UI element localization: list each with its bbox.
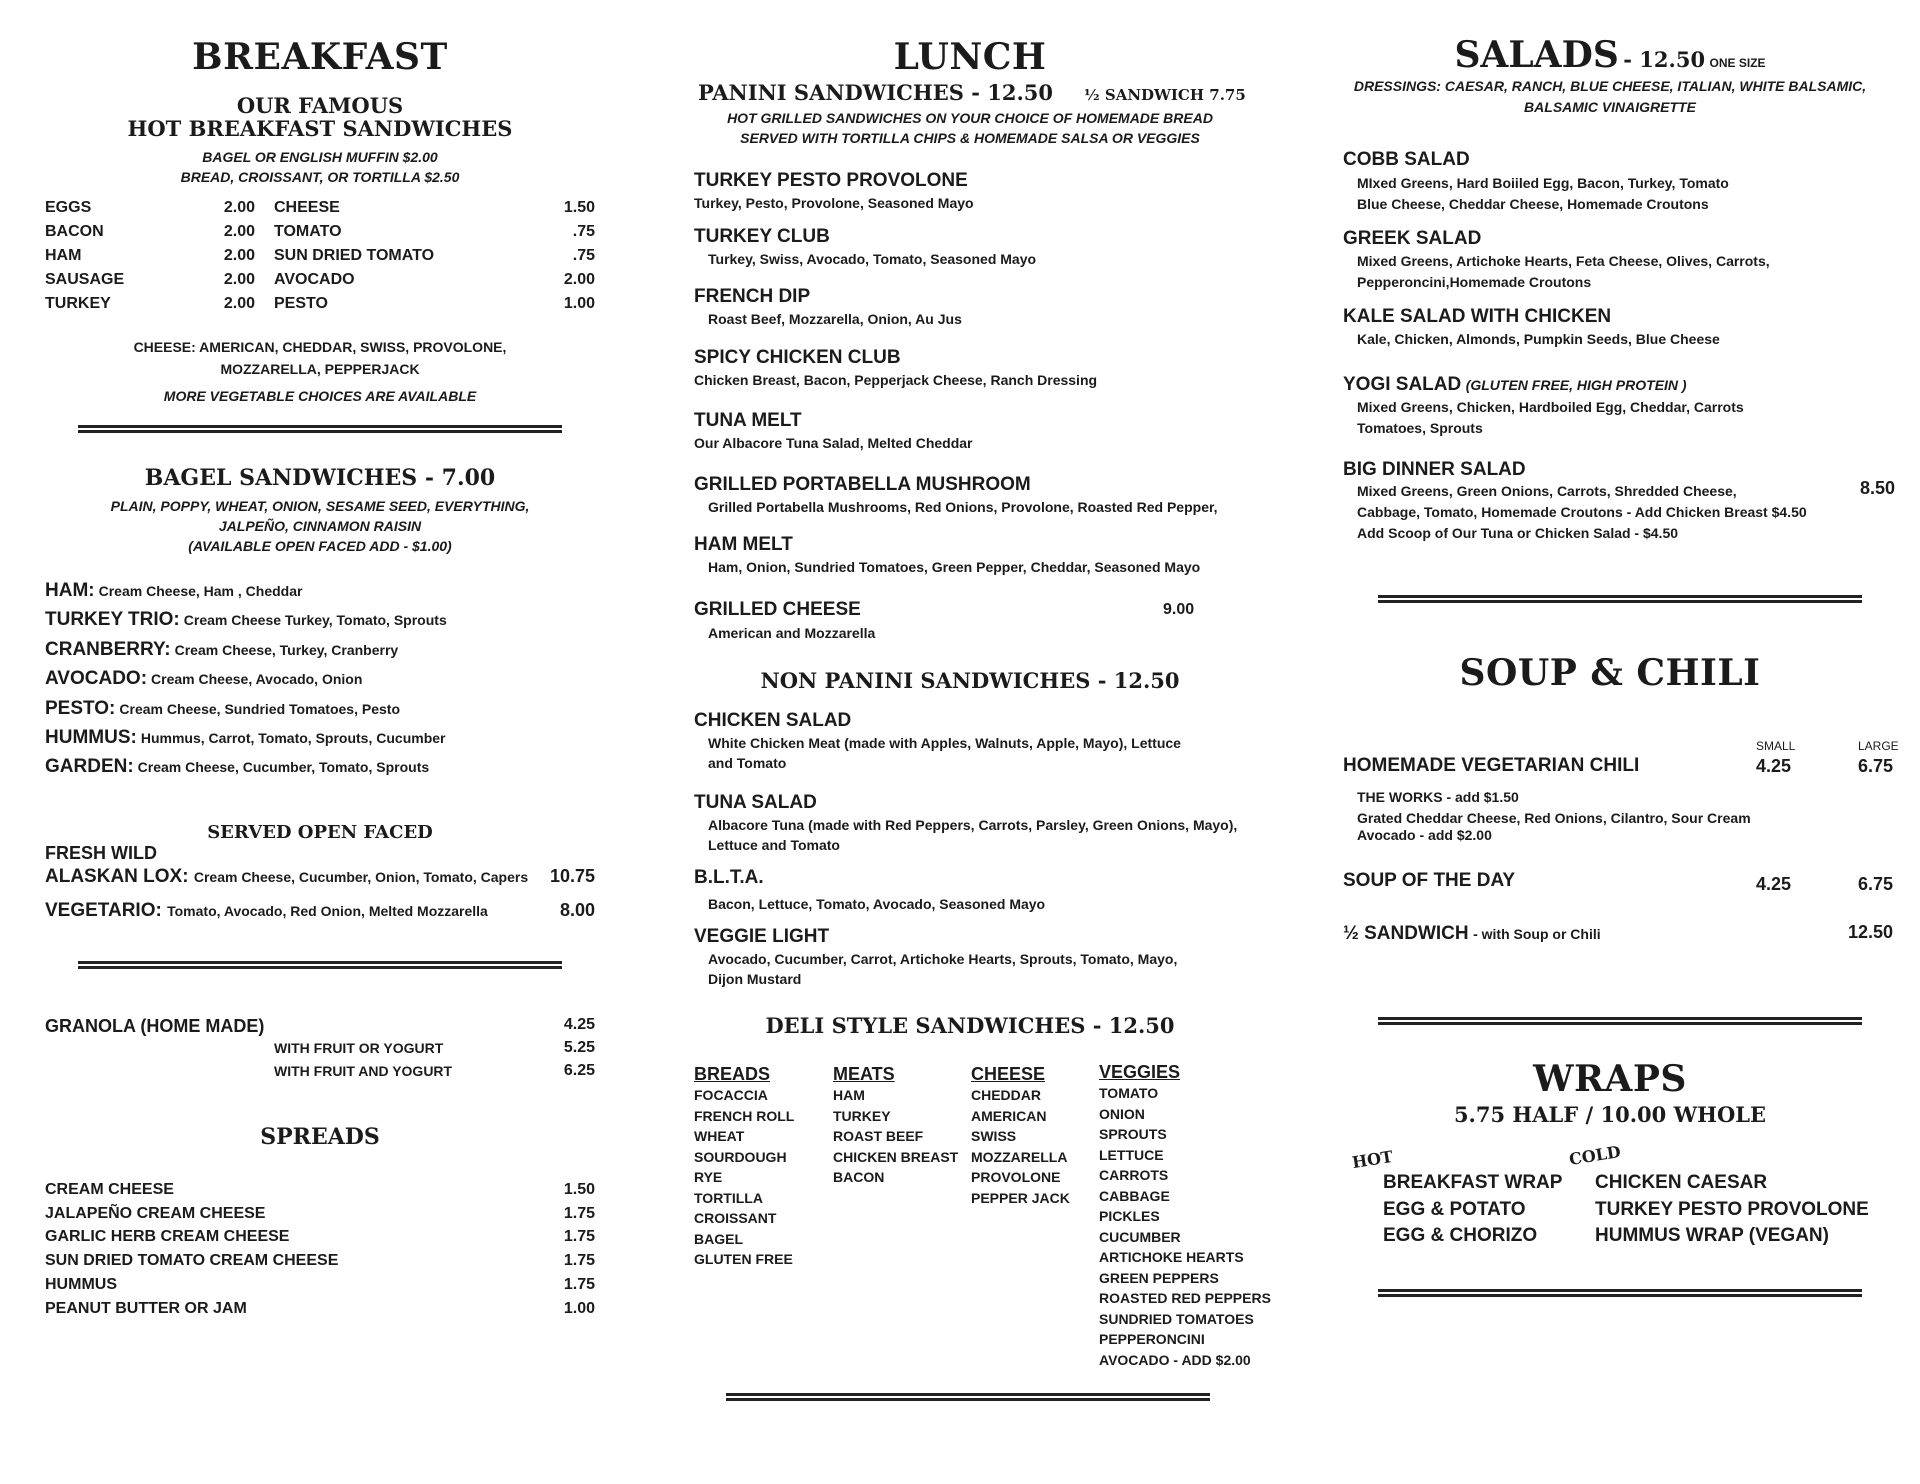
section-divider xyxy=(1378,1017,1862,1025)
veggie-option: ROASTED RED PEPPERS xyxy=(1099,1290,1271,1306)
panini-item-desc: Roast Beef, Mozzarella, Onion, Au Jus xyxy=(708,311,962,327)
salads-header xyxy=(1300,34,1920,76)
meat-option: CHICKEN BREAST xyxy=(833,1148,959,1165)
big-dinner-salad-desc-1: Mixed Greens, Green Onions, Carrots, Shredded Cheese, xyxy=(1357,483,1737,499)
cheese-list xyxy=(971,1085,1070,1208)
small-label: SMALL xyxy=(1756,739,1796,753)
panini-item-name: GRILLED PORTABELLA MUSHROOM xyxy=(694,474,1031,495)
subtitle-line-1: OUR FAMOUS xyxy=(236,93,404,118)
large-label: LARGE xyxy=(1858,739,1899,753)
panini-item-desc: Turkey, Pesto, Provolone, Seasoned Mayo xyxy=(694,195,974,211)
breakfast-item-price: 2.00 xyxy=(223,271,255,288)
bread-option: TORTILLA xyxy=(694,1189,763,1206)
bagel-item-desc: Cream Cheese, Turkey, Cranberry xyxy=(174,641,399,658)
vegetario-item xyxy=(45,900,488,922)
bagel-item-desc: Cream Cheese, Cucumber, Tomato, Sprouts xyxy=(137,759,430,776)
veggie-option: CARROTS xyxy=(1099,1167,1169,1183)
bagel-item xyxy=(45,698,400,720)
spread-price: 1.00 xyxy=(563,1299,595,1317)
breakfast-item-name: EGGS xyxy=(45,199,92,216)
non-panini-item-name: VEGGIE LIGHT xyxy=(694,926,830,947)
panini-item-desc: Chicken Breast, Bacon, Pepperjack Cheese, Ranch Dressing xyxy=(694,372,1098,388)
soup-title: SOUP & CHILI xyxy=(1459,652,1761,694)
soup-large-price: 6.75 xyxy=(1858,874,1894,894)
bread-note-line-1: BAGEL OR ENGLISH MUFFIN $2.00 xyxy=(202,149,438,165)
vegetario-desc: Tomato, Avocado, Red Onion, Melted Mozzarella xyxy=(167,903,488,919)
meat-option: HAM xyxy=(833,1087,865,1103)
breakfast-addon-price: 1.50 xyxy=(563,199,595,216)
non-panini-item-desc-2: and Tomato xyxy=(708,755,787,771)
dressings-line-2: BALSAMIC VINAIGRETTE xyxy=(1524,99,1696,115)
grilled-cheese-name: GRILLED CHEESE xyxy=(694,599,861,620)
bagel-note xyxy=(0,496,640,556)
soup-small-price: 4.25 xyxy=(1756,874,1792,894)
cheese-note-line-1: CHEESE: AMERICAN, CHEDDAR, SWISS, PROVOLONE, xyxy=(133,339,507,355)
yogi-salad-name: YOGI SALAD xyxy=(1343,374,1462,395)
breakfast-item-name: HAM xyxy=(45,247,82,264)
hot-wrap-item: EGG & CHORIZO xyxy=(1383,1225,1538,1246)
spread-price: 1.75 xyxy=(563,1252,595,1270)
bread-option: WHEAT xyxy=(694,1128,745,1144)
panini-item-name: TUNA MELT xyxy=(694,410,802,431)
panini-item-name: SPICY CHICKEN CLUB xyxy=(694,347,901,368)
open-faced-title: SERVED OPEN FACED xyxy=(207,822,433,843)
non-panini-item-desc-2: Dijon Mustard xyxy=(708,971,802,987)
breakfast-addon-name: CHEESE xyxy=(274,199,340,216)
bread-note-line-2: BREAD, CROISSANT, OR TORTILLA $2.50 xyxy=(180,169,460,185)
half-sandwich-item xyxy=(1343,923,1601,945)
spread-name: HUMMUS xyxy=(45,1275,117,1293)
bagel-item xyxy=(45,580,302,602)
the-works-desc-1: Grated Cheddar Cheese, Red Onions, Cilantro, Sour Cream xyxy=(1357,810,1751,826)
meat-option: BACON xyxy=(833,1169,885,1185)
non-panini-item-desc: White Chicken Meat (made with Apples, Walnuts, Apple, Mayo), Lettuce xyxy=(708,735,1181,751)
section-divider xyxy=(1378,1289,1862,1297)
bread-option: CROISSANT xyxy=(694,1210,777,1226)
veggies-heading: VEGGIES xyxy=(1099,1062,1181,1082)
bagel-item xyxy=(45,727,446,749)
bagel-item-name: PESTO: xyxy=(45,697,116,719)
bagel-item-name: TURKEY TRIO: xyxy=(45,609,180,631)
bagel-item-desc: Cream Cheese, Avocado, Onion xyxy=(151,671,363,688)
veggie-option: CUCUMBER xyxy=(1099,1228,1181,1245)
yogi-salad-desc-2: Tomatoes, Sprouts xyxy=(1357,420,1483,436)
big-dinner-salad-desc-2: Cabbage, Tomato, Homemade Croutons - Add Chicken Breast $4.50 xyxy=(1357,504,1807,520)
spread-price: 1.75 xyxy=(563,1275,595,1293)
breads-list xyxy=(694,1085,794,1270)
half-sandwich-price: 12.50 xyxy=(1848,922,1894,942)
lox-price: 10.75 xyxy=(549,866,595,886)
spread-name: SUN DRIED TOMATO CREAM CHEESE xyxy=(45,1252,339,1270)
non-panini-item-desc: Albacore Tuna (made with Red Peppers, Carrots, Parsley, Green Onions, Mayo), xyxy=(708,817,1238,833)
hot-sandwiches-subtitle xyxy=(0,94,640,140)
cobb-salad-name: COBB SALAD xyxy=(1343,149,1470,170)
vegetable-note: MORE VEGETABLE CHOICES ARE AVAILABLE xyxy=(163,388,477,404)
bagel-item-desc: Hummus, Carrot, Tomato, Sprouts, Cucumber xyxy=(140,730,446,746)
cheese-option: MOZZARELLA xyxy=(971,1148,1068,1165)
veggie-option: GREEN PEPPERS xyxy=(1099,1269,1219,1286)
non-panini-item-desc: Avocado, Cucumber, Carrot, Artichoke Hearts, Sprouts, Tomato, Mayo, xyxy=(708,951,1178,967)
panini-item-desc: Our Albacore Tuna Salad, Melted Cheddar xyxy=(694,435,973,451)
greek-salad-desc-1: Mixed Greens, Artichoke Hearts, Feta Cheese, Olives, Carrots, xyxy=(1357,253,1770,269)
hot-wrap-item: EGG & POTATO xyxy=(1383,1198,1526,1220)
breads-heading: BREADS xyxy=(694,1064,771,1084)
bagel-title: BAGEL SANDWICHES - 7.00 xyxy=(144,465,496,491)
veggie-option: CABBAGE xyxy=(1099,1187,1170,1204)
chili-large-price: 6.75 xyxy=(1858,756,1894,776)
cold-wrap-item: TURKEY PESTO PROVOLONE xyxy=(1595,1198,1869,1220)
panini-item-desc: Grilled Portabella Mushrooms, Red Onions, Provolone, Roasted Red Pepper, xyxy=(708,499,1218,515)
spread-price: 1.75 xyxy=(563,1204,595,1222)
half-sandwich-name: ½ SANDWICH xyxy=(1343,923,1469,944)
spread-name: JALAPEÑO CREAM CHEESE xyxy=(45,1204,266,1222)
bread-option: RYE xyxy=(694,1169,723,1185)
grilled-cheese-desc: American and Mozzarella xyxy=(708,625,876,641)
breakfast-item-price: 2.00 xyxy=(223,223,255,240)
breakfast-column xyxy=(0,0,640,1484)
greek-salad-name: GREEK SALAD xyxy=(1343,228,1482,249)
bagel-item-name: HAM: xyxy=(45,580,95,601)
deli-meats xyxy=(833,1064,958,1188)
wraps-title: WRAPS xyxy=(1533,1058,1687,1100)
panini-note-line-1: HOT GRILLED SANDWICHES ON YOUR CHOICE OF HOMEMADE BREAD xyxy=(727,110,1213,126)
bagel-item xyxy=(45,639,398,661)
bread-option: BAGEL xyxy=(694,1230,743,1247)
meat-option: ROAST BEEF xyxy=(833,1128,924,1144)
non-panini-item-desc: Bacon, Lettuce, Tomato, Avocado, Seasoned Mayo xyxy=(708,896,1046,912)
bagel-item-name: CRANBERRY: xyxy=(45,638,171,660)
bread-note xyxy=(0,147,640,187)
veggie-option: ONION xyxy=(1099,1105,1145,1122)
breakfast-addon-price: .75 xyxy=(572,247,595,264)
cold-wraps-list xyxy=(1595,1170,1869,1250)
breakfast-item-name: TURKEY xyxy=(45,295,111,312)
spreads-title: SPREADS xyxy=(260,1124,380,1150)
salads-column xyxy=(1300,0,1920,1484)
non-panini-title: NON PANINI SANDWICHES - 12.50 xyxy=(760,668,1180,693)
meats-list xyxy=(833,1085,958,1188)
hot-wraps-list xyxy=(1383,1170,1562,1250)
cobb-salad-desc-2: Blue Cheese, Cheddar Cheese, Homemade Croutons xyxy=(1357,196,1709,212)
cobb-salad-desc-1: MIxed Greens, Hard Boiiled Egg, Bacon, Turkey, Tomato xyxy=(1357,175,1729,191)
yogi-salad-desc-1: Mixed Greens, Chicken, Hardboiled Egg, Cheddar, Carrots xyxy=(1357,399,1744,415)
non-panini-item-name: CHICKEN SALAD xyxy=(694,710,852,731)
granola-option-1-price: 5.25 xyxy=(563,1039,595,1056)
salads-size: ONE SIZE xyxy=(1709,56,1766,70)
the-works: THE WORKS - add $1.50 xyxy=(1357,789,1519,805)
cheese-option: AMERICAN xyxy=(971,1107,1047,1124)
panini-note xyxy=(660,108,1280,148)
dressings-line-1: DRESSINGS: CAESAR, RANCH, BLUE CHEESE, ITALIAN, WHITE BALSAMIC, xyxy=(1353,78,1867,94)
breakfast-title: BREAKFAST xyxy=(192,36,448,78)
hot-label: HOT xyxy=(1350,1146,1395,1173)
breakfast-addon-name: SUN DRIED TOMATO xyxy=(274,247,435,264)
breakfast-addon-price: 1.00 xyxy=(563,295,595,312)
lunch-title: LUNCH xyxy=(893,36,1047,78)
greek-salad-desc-2: Pepperoncini,Homemade Croutons xyxy=(1357,274,1592,290)
dressings-note xyxy=(1300,76,1920,118)
kale-salad-desc: Kale, Chicken, Almonds, Pumpkin Seeds, Blue Cheese xyxy=(1357,331,1720,347)
bread-option: SOURDOUGH xyxy=(694,1148,787,1165)
section-divider xyxy=(1378,595,1862,603)
breakfast-addon-price: 2.00 xyxy=(563,271,595,288)
bagel-item-name: HUMMUS: xyxy=(45,727,137,748)
bagel-note-line-3: (AVAILABLE OPEN FACED ADD - $1.00) xyxy=(188,538,452,554)
half-sandwich-note: - with Soup or Chili xyxy=(1473,926,1601,942)
lox-desc: Cream Cheese, Cucumber, Onion, Tomato, Capers xyxy=(193,869,529,885)
cheese-note-line-2: MOZZARELLA, PEPPERJACK xyxy=(220,361,420,377)
granola-option-2-price: 6.25 xyxy=(563,1062,595,1079)
panini-item-name: TURKEY CLUB xyxy=(694,226,830,247)
deli-breads xyxy=(694,1064,794,1270)
bagel-item-name: AVOCADO: xyxy=(45,668,148,690)
veggie-option: ARTICHOKE HEARTS xyxy=(1099,1249,1244,1265)
spread-name: CREAM CHEESE xyxy=(45,1181,174,1198)
cheese-option: PEPPER JACK xyxy=(971,1189,1070,1206)
bagel-item-desc: Cream Cheese, Sundried Tomatoes, Pesto xyxy=(119,700,400,717)
the-works-desc-2: Avocado - add $2.00 xyxy=(1357,827,1492,843)
vegetario-price: 8.00 xyxy=(559,900,595,920)
breakfast-item-price: 2.00 xyxy=(223,199,255,216)
breakfast-item-price: 2.00 xyxy=(223,295,255,312)
big-dinner-salad-desc-3: Add Scoop of Our Tuna or Chicken Salad - $4.50 xyxy=(1357,525,1679,541)
lox-name: ALASKAN LOX: xyxy=(45,866,189,887)
salads-price: - 12.50 xyxy=(1623,47,1706,72)
big-dinner-salad-name: BIG DINNER SALAD xyxy=(1343,459,1526,480)
non-panini-item-desc-2: Lettuce and Tomato xyxy=(708,837,840,853)
veggie-option: PEPPERONCINI xyxy=(1099,1331,1205,1347)
breakfast-addon-name: TOMATO xyxy=(274,223,342,240)
veggie-option: TOMATO xyxy=(1099,1085,1159,1101)
granola-name: GRANOLA (HOME MADE) xyxy=(45,1016,265,1036)
cheese-heading: CHEESE xyxy=(971,1064,1046,1084)
non-panini-item-name: TUNA SALAD xyxy=(694,792,817,813)
spread-price: 1.50 xyxy=(563,1181,595,1198)
breakfast-item-name: BACON xyxy=(45,223,104,240)
panini-title: PANINI SANDWICHES - 12.50 xyxy=(698,80,1054,105)
bagel-note-line-2: JALPEÑO, CINNAMON RAISIN xyxy=(218,518,422,534)
bagel-item xyxy=(45,668,362,690)
subtitle-line-2: HOT BREAKFAST SANDWICHES xyxy=(127,116,513,141)
spread-name: PEANUT BUTTER OR JAM xyxy=(45,1299,247,1317)
lox-item xyxy=(45,866,528,888)
cheese-option: SWISS xyxy=(971,1128,1017,1144)
yogi-salad-title xyxy=(1343,374,1687,396)
wraps-price: 5.75 HALF / 10.00 WHOLE xyxy=(1453,1102,1767,1127)
section-divider xyxy=(726,1393,1210,1401)
kale-salad-name: KALE SALAD WITH CHICKEN xyxy=(1343,306,1612,327)
deli-veggies xyxy=(1099,1062,1271,1370)
panini-item-name: HAM MELT xyxy=(694,534,793,555)
cold-label: COLD xyxy=(1567,1142,1622,1169)
big-dinner-salad-price: 8.50 xyxy=(1860,478,1896,498)
bagel-item-name: GARDEN: xyxy=(45,756,134,778)
bagel-item-desc: Cream Cheese Turkey, Tomato, Sprouts xyxy=(183,612,447,629)
bagel-note-line-1: PLAIN, POPPY, WHEAT, ONION, SESAME SEED, EVERYTHING, xyxy=(110,498,530,514)
spread-name: GARLIC HERB CREAM CHEESE xyxy=(45,1228,290,1246)
section-divider xyxy=(78,961,562,969)
veggie-option: AVOCADO - ADD $2.00 xyxy=(1099,1351,1251,1368)
granola-price: 4.25 xyxy=(563,1016,595,1033)
chili-small-price: 4.25 xyxy=(1756,756,1792,776)
bread-option: GLUTEN FREE xyxy=(694,1251,793,1267)
yogi-salad-note: (GLUTEN FREE, HIGH PROTEIN ) xyxy=(1465,377,1687,393)
meats-heading: MEATS xyxy=(833,1064,895,1084)
breakfast-item-name: SAUSAGE xyxy=(45,271,125,288)
bread-option: FOCACCIA xyxy=(694,1087,768,1103)
deli-cheese xyxy=(971,1064,1070,1208)
granola-option-2: WITH FRUIT AND YOGURT xyxy=(274,1063,453,1079)
panini-note-line-2: SERVED WITH TORTILLA CHIPS & HOMEMADE SALSA OR VEGGIES xyxy=(740,130,1200,146)
soup-of-day-name: SOUP OF THE DAY xyxy=(1343,870,1516,891)
breakfast-addon-name: PESTO xyxy=(274,295,328,312)
section-divider xyxy=(78,425,562,433)
panini-item-name: TURKEY PESTO PROVOLONE xyxy=(694,170,968,191)
meat-option: TURKEY xyxy=(833,1107,891,1124)
grilled-cheese-price: 9.00 xyxy=(1163,601,1195,618)
chili-name: HOMEMADE VEGETARIAN CHILI xyxy=(1343,755,1640,776)
breakfast-addon-name: AVOCADO xyxy=(274,271,355,288)
cold-wrap-item: CHICKEN CAESAR xyxy=(1595,1172,1768,1193)
bagel-item xyxy=(45,609,447,631)
panini-item-desc: Ham, Onion, Sundried Tomatoes, Green Pepper, Cheddar, Seasoned Mayo xyxy=(708,559,1201,575)
spread-price: 1.75 xyxy=(563,1228,595,1246)
panini-half-price: ½ SANDWICH 7.75 xyxy=(1084,86,1246,104)
panini-item-name: FRENCH DIP xyxy=(694,286,811,307)
deli-title: DELI STYLE SANDWICHES - 12.50 xyxy=(765,1013,1175,1038)
granola-option-1: WITH FRUIT OR YOGURT xyxy=(274,1040,444,1056)
breakfast-item-price: 2.00 xyxy=(223,247,255,264)
cheese-option: CHEDDAR xyxy=(971,1087,1041,1103)
veggie-option: SUNDRIED TOMATOES xyxy=(1099,1310,1254,1327)
veggie-option: SPROUTS xyxy=(1099,1126,1167,1142)
veggie-option: PICKLES xyxy=(1099,1208,1160,1224)
cheese-option: PROVOLONE xyxy=(971,1169,1061,1185)
breakfast-addon-price: .75 xyxy=(572,223,595,240)
lox-line-1: FRESH WILD xyxy=(45,843,157,863)
bagel-item-desc: Cream Cheese, Ham , Cheddar xyxy=(98,583,303,599)
salads-title: SALADS xyxy=(1454,34,1619,76)
bread-option: FRENCH ROLL xyxy=(694,1107,795,1124)
veggie-option: LETTUCE xyxy=(1099,1146,1164,1163)
non-panini-item-name: B.L.T.A. xyxy=(694,867,764,888)
vegetario-name: VEGETARIO: xyxy=(45,900,162,921)
veggies-list xyxy=(1099,1083,1271,1370)
bagel-item xyxy=(45,756,429,778)
cheese-note xyxy=(0,336,640,380)
hot-wrap-item: BREAKFAST WRAP xyxy=(1383,1172,1563,1193)
lunch-column xyxy=(660,0,1280,1484)
panini-item-desc: Turkey, Swiss, Avocado, Tomato, Seasoned Mayo xyxy=(708,251,1037,267)
cold-wrap-item: HUMMUS WRAP (VEGAN) xyxy=(1595,1225,1829,1246)
